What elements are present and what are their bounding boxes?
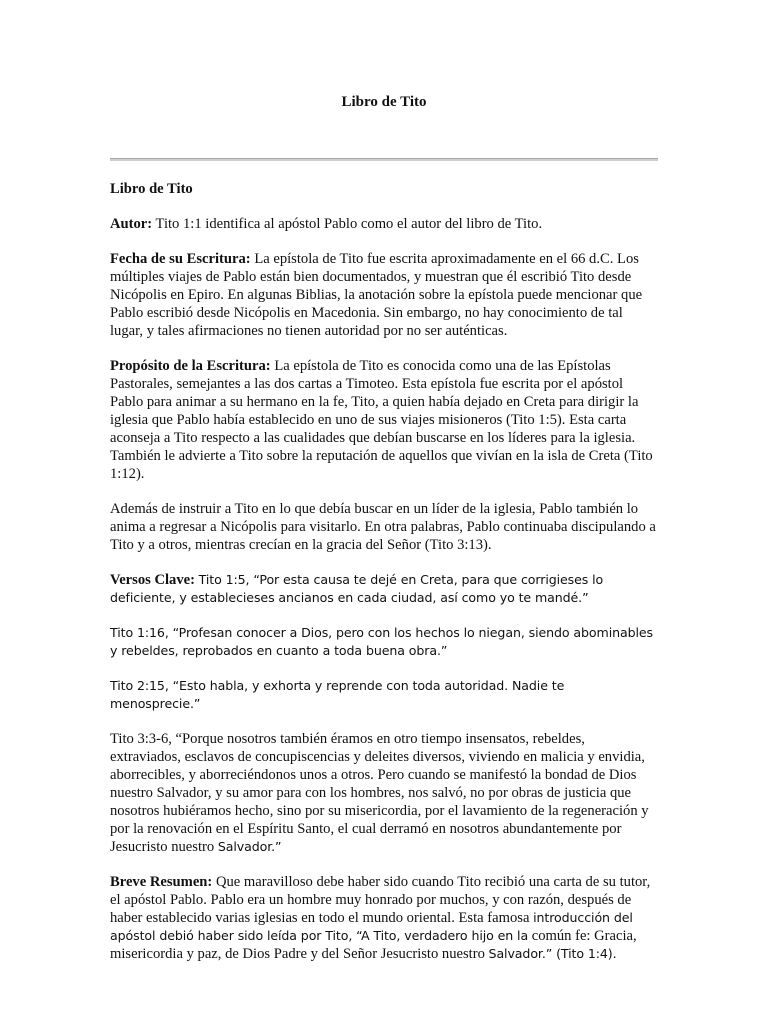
key-verses-paragraph <box>110 571 658 607</box>
document-body <box>110 180 658 980</box>
key-verse-2-paragraph <box>110 624 658 660</box>
purpose-continued-paragraph <box>110 500 658 554</box>
summary-paragraph <box>110 873 658 963</box>
summary-text-start: Que maravilloso debe haber sido cuando Tito recibió una carta de su tutor, el apóstol Pablo. Pablo era un hombre muy honrado por muchos, y con razón, después de haber establecido varias iglesias en todo el mundo oriental. Esta famosa <box>110 874 651 926</box>
key-verse-1: Tito 1:5, “Por esta causa te dejé en Creta, para que corrigieses lo deficiente, y establecieses ancianos en cada ciudad, así como yo te mandé.” <box>110 572 604 605</box>
summary-text-end: Salvador.” (Tito 1:4). <box>488 946 617 961</box>
purpose-label: Propósito de la Escritura: <box>110 358 271 374</box>
purpose-text: La epístola de Tito es conocida como una de las Epístolas Pastorales, semejantes a las dos cartas a Timoteo. Esta epístola fue escrita por el apóstol Pablo para animar a su hermano en la fe, Tito, a quien había dejado en Creta para dirigir la iglesia que Pablo había establecido en uno de sus viajes misioneros (Tito 1:5). Esta carta aconseja a Tito respecto a las cualidades que debían buscarse en los líderes para la iglesia. También le advierte a Tito sobre la reputación de aquellos que vivían en la isla de Creta (Tito 1:12). <box>110 358 653 482</box>
summary-label: Breve Resumen: <box>110 874 213 890</box>
author-label: Autor: <box>110 216 153 232</box>
date-text: La epístola de Tito fue escrita aproximadamente en el 66 d.C. Los múltiples viajes de Pablo están bien documentados, y muestran que él escribió Tito desde Nicópolis en Epiro. En algunas Biblias, la anotación sobre la epístola puede mencionar que Pablo escribió desde Nicópolis en Macedonia. Sin embargo, no hay conocimiento de tal lugar, y tales afirmaciones no tienen autoridad por no ser auténticas. <box>110 251 643 339</box>
key-verse-3-paragraph <box>110 677 658 713</box>
purpose-paragraph <box>110 357 658 483</box>
key-verse-4-end: Salvador.” <box>217 839 282 854</box>
summary-text-mid: introducción del apóstol debió haber sido leída por Tito, “A Tito, verdadero hijo en la <box>110 910 633 943</box>
document-title: Libro de Tito <box>341 94 427 110</box>
section-heading-text: Libro de Tito <box>110 181 193 197</box>
horizontal-divider <box>110 158 658 161</box>
key-verse-3: Tito 2:15, “Esto habla, y exhorta y reprende con toda autoridad. Nadie te menosprecie.” <box>110 678 565 711</box>
author-text: Tito 1:1 identifica al apóstol Pablo como el autor del libro de Tito. <box>155 216 543 232</box>
key-verses-label: Versos Clave: <box>110 572 195 588</box>
author-paragraph <box>110 215 658 233</box>
key-verse-4-paragraph <box>110 730 658 856</box>
purpose-continued-text: Además de instruir a Tito en lo que debía buscar en un líder de la iglesia, Pablo también lo anima a regresar a Nicópolis para visitarlo. En otra palabras, Pablo continuaba discipulando a Tito y a otros, mientras crecían en la gracia del Señor (Tito 3:13). <box>110 501 656 553</box>
key-verse-4-start: Tito 3:3-6, “Porque nosotros también éramos en otro tiempo insensatos, rebeldes, extraviados, esclavos de concupiscencias y deleites diversos, viviendo en malicia y envidia, aborrecibles, y aborreciéndonos unos a otros. Pero cuando se manifestó la bondad de Dios nuestro Salvador, y su amor para con los hombres, nos salvó, no por obras de justicia que nosotros hubiéramos hecho, sino por su misericordia, por el lavamiento de la regeneración y por la renovación en el Espíritu Santo, el cual derramó en nosotros abundantemente por Jesucristo nuestro <box>110 731 649 855</box>
date-label: Fecha de su Escritura: <box>110 251 251 267</box>
section-heading <box>110 180 658 198</box>
date-paragraph <box>110 250 658 340</box>
summary-text-mid2: común fe: Gracia, misericordia y paz, de Dios Padre y del Señor Jesucristo nuestro <box>110 928 637 962</box>
key-verse-2: Tito 1:16, “Profesan conocer a Dios, pero con los hechos lo niegan, siendo abominables y rebeldes, reprobados en cuanto a toda buena obra.” <box>110 625 654 658</box>
